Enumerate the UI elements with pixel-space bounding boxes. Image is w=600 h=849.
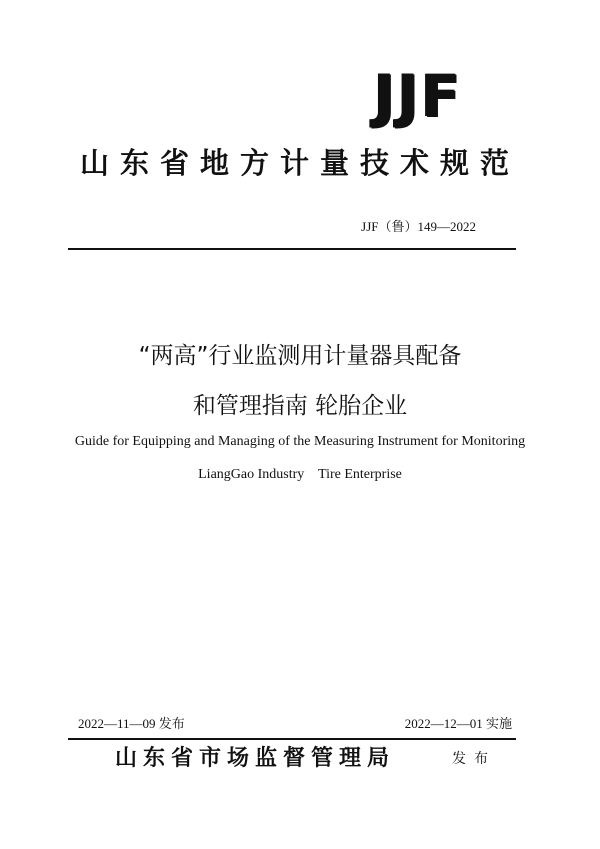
implementation-date: 2022—12—01 实施 — [404, 716, 512, 731]
jjf-logo: JJF — [373, 62, 463, 130]
chinese-title-line-1: “两高”行业监测用计量器具配备 — [138, 343, 462, 369]
chinese-title-line-2: 和管理指南 轮胎企业 — [192, 393, 408, 419]
issuing-authority: 山东省市场监督管理局 — [115, 745, 396, 771]
standard-code: JJF（鲁）149—2022 — [361, 219, 476, 234]
issue-date: 2022—11—09 发布 — [78, 716, 185, 731]
series-title: 山东省地方计量技术规范 — [79, 146, 520, 180]
english-title-line-1: Guide for Equipping and Managing of the Measuring Instrument for Monitoring — [74, 434, 526, 449]
english-title-line-2: LiangGao Industry Tire Enterprise — [198, 467, 402, 482]
publish-label: 发布 — [452, 751, 496, 767]
top-divider — [68, 248, 516, 250]
bottom-divider — [68, 738, 516, 740]
